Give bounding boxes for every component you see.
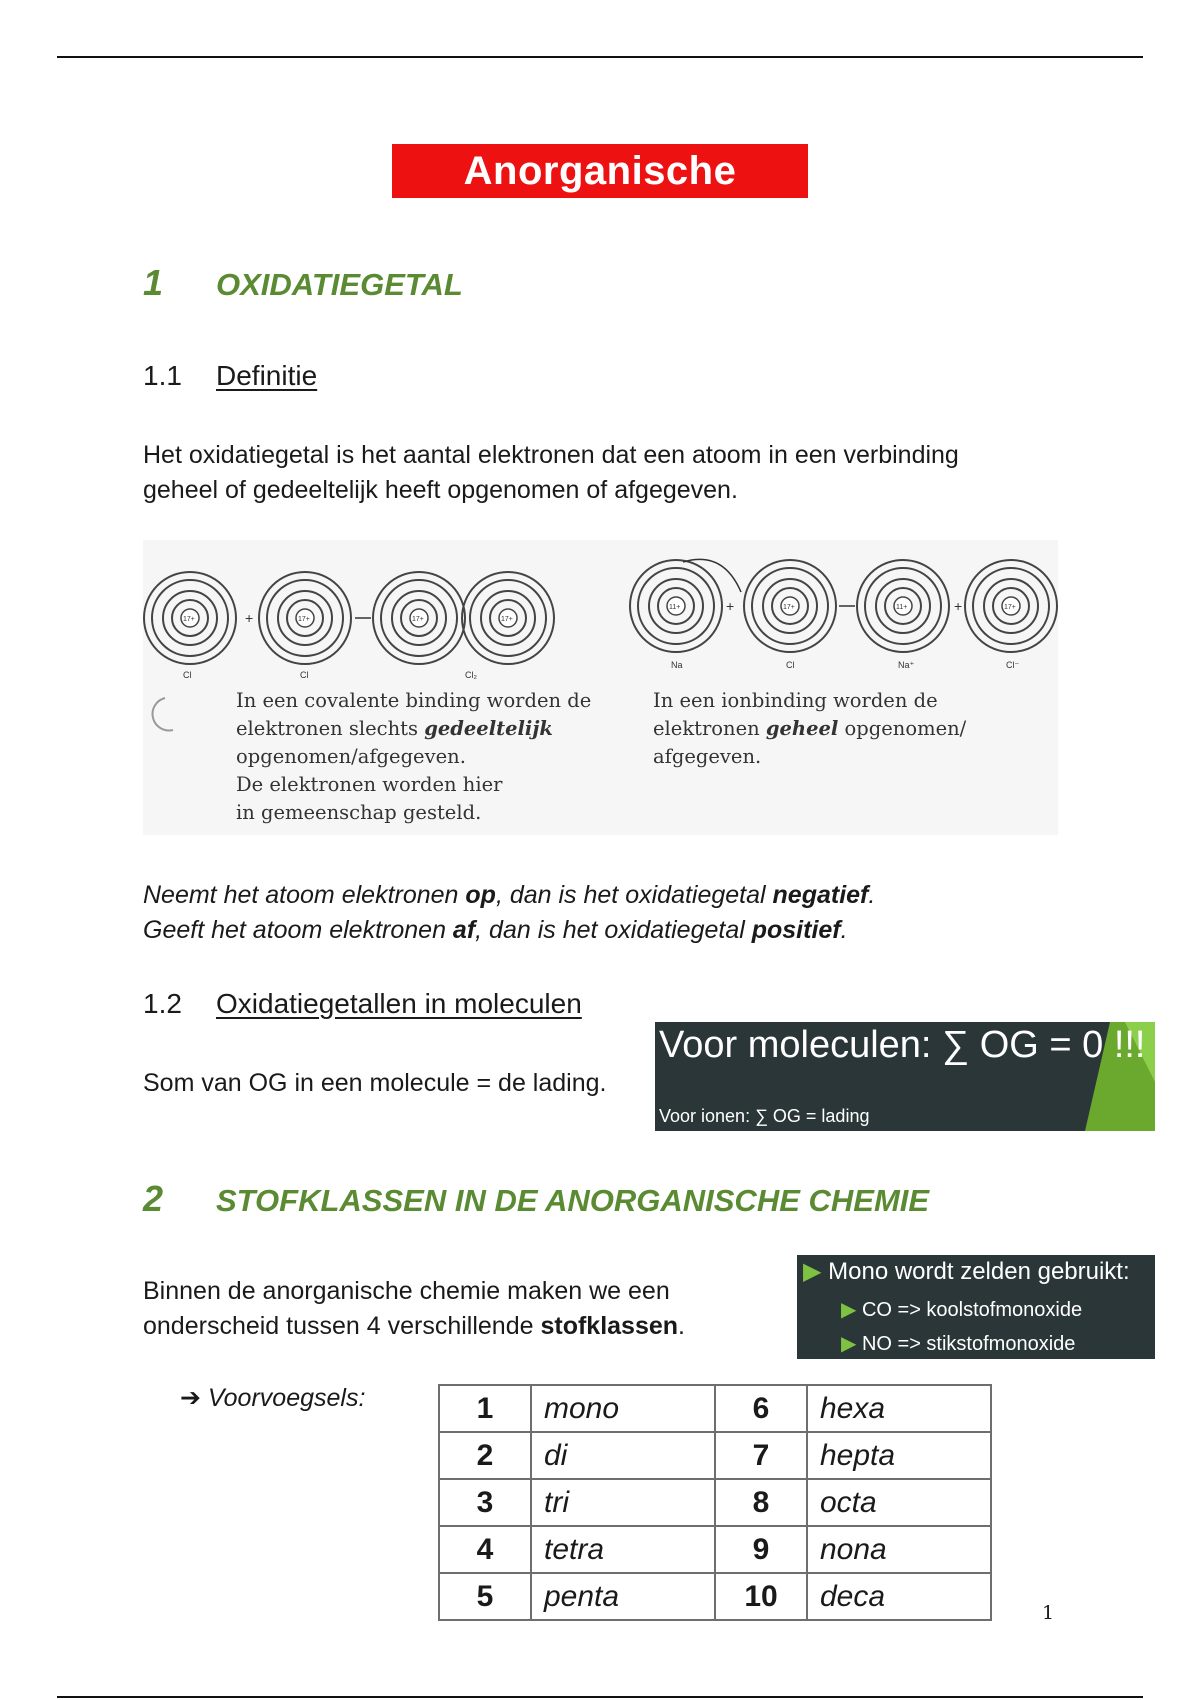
- subsection-title: Definitie: [216, 360, 318, 391]
- decorative-swirl-icon: [153, 698, 173, 730]
- label-cl-2: Cl: [300, 670, 309, 680]
- slide-subtext: Voor ionen: ∑ OG = lading: [659, 1106, 870, 1126]
- stofklassen-paragraph: Binnen de anorganische chemie maken we een onderscheid tussen 4 verschillende stofklassen.: [143, 1277, 685, 1340]
- slide-heading: Voor moleculen: ∑ OG = 0 !!!: [659, 1024, 1146, 1066]
- page-number: 1: [1042, 1602, 1055, 1624]
- section-number: 2: [143, 1178, 164, 1219]
- subsection-number: 1.2: [143, 988, 182, 1019]
- molecule-sentence: Som van OG in een molecule = de lading.: [143, 1069, 607, 1097]
- definition-paragraph: [143, 438, 959, 508]
- label-cl-3: Cl: [786, 660, 795, 670]
- nucleus-label: 17+: [412, 616, 424, 623]
- nucleus-label: 17+: [501, 616, 513, 623]
- table-row: 3 tri 8 octa: [439, 1479, 991, 1526]
- subsection-title: Oxidatiegetallen in moleculen: [216, 988, 582, 1019]
- section-number: 1: [143, 262, 164, 303]
- electron-transfer-arrow: [683, 559, 741, 592]
- section-2-heading: [143, 1178, 929, 1220]
- top-rule: [57, 56, 1143, 58]
- bottom-rule: [57, 1696, 1143, 1698]
- slide-bullet: ▶ Mono wordt zelden gebruikt:: [803, 1258, 1130, 1285]
- svg-text:+: +: [726, 598, 735, 614]
- slide-bullet: ▶ NO => stikstofmonoxide: [841, 1333, 1076, 1355]
- subsection-number: 1.1: [143, 360, 182, 391]
- label-cl2: Cl₂: [465, 670, 477, 680]
- nucleus-label: 11+: [896, 604, 908, 611]
- covalent-caption: In een covalente binding worden de elektronen slechts gedeeltelijk opgenomen/afgegeven. De elektronen worden hier in gemeenschap gesteld.: [236, 689, 592, 824]
- page-title: Anorganische chemie: [392, 144, 808, 198]
- label-na: Na: [671, 660, 683, 670]
- nucleus-label: 17+: [1004, 604, 1016, 611]
- mono-slide: [797, 1255, 1155, 1359]
- bullet-triangle-icon: ▶: [803, 1258, 822, 1285]
- bonding-figure: [143, 540, 1058, 835]
- label-cl-1: Cl: [183, 670, 192, 680]
- plus-sign: +: [245, 610, 254, 626]
- svg-text:+: +: [954, 598, 963, 614]
- label-na-ion: Na⁺: [898, 660, 915, 670]
- slide-bullet: ▶ CO => koolstofmonoxide: [841, 1299, 1083, 1321]
- definition-line-2: geheel of gedeeltelijk heeft opgenomen of afgegeven.: [143, 476, 738, 504]
- arrow-right-icon: ➔: [180, 1384, 201, 1412]
- table-row: 4 tetra 9 nona: [439, 1526, 991, 1573]
- rules-paragraph: Neemt het atoom elektronen op, dan is het oxidatiegetal negatief. Geeft het atoom elektronen af, dan is het oxidatiegetal positief.: [143, 881, 876, 944]
- section-1-heading: [143, 262, 463, 304]
- table-row: 2 di 7 hepta: [439, 1432, 991, 1479]
- ionic-caption: In een ionbinding worden de elektronen geheel opgenomen/ afgegeven.: [653, 689, 967, 768]
- section-title: STOFKLASSEN IN DE ANORGANISCHE CHEMIE: [216, 1183, 930, 1218]
- molecule-slide: [655, 1022, 1155, 1131]
- nucleus-label: 17+: [783, 604, 795, 611]
- subsection-1-1-heading: [143, 360, 317, 392]
- label-cl-ion: Cl⁻: [1006, 660, 1020, 670]
- bullet-triangle-icon: ▶: [841, 1333, 857, 1355]
- nucleus-label: 11+: [669, 604, 681, 611]
- section-title: OXIDATIEGETAL: [216, 267, 463, 302]
- table-row: 5 penta 10 deca: [439, 1573, 991, 1620]
- table-row: 1 mono 6 hexa: [439, 1385, 991, 1432]
- subsection-1-2-heading: [143, 988, 582, 1020]
- bullet-triangle-icon: ▶: [841, 1299, 857, 1321]
- prefix-table: [438, 1384, 992, 1621]
- nucleus-label: 17+: [298, 616, 310, 623]
- definition-line-1: Het oxidatiegetal is het aantal elektronen dat een atoom in een verbinding: [143, 441, 959, 469]
- prefix-label: ➔ Voorvoegsels:: [180, 1384, 366, 1412]
- nucleus-label: 17+: [183, 616, 195, 623]
